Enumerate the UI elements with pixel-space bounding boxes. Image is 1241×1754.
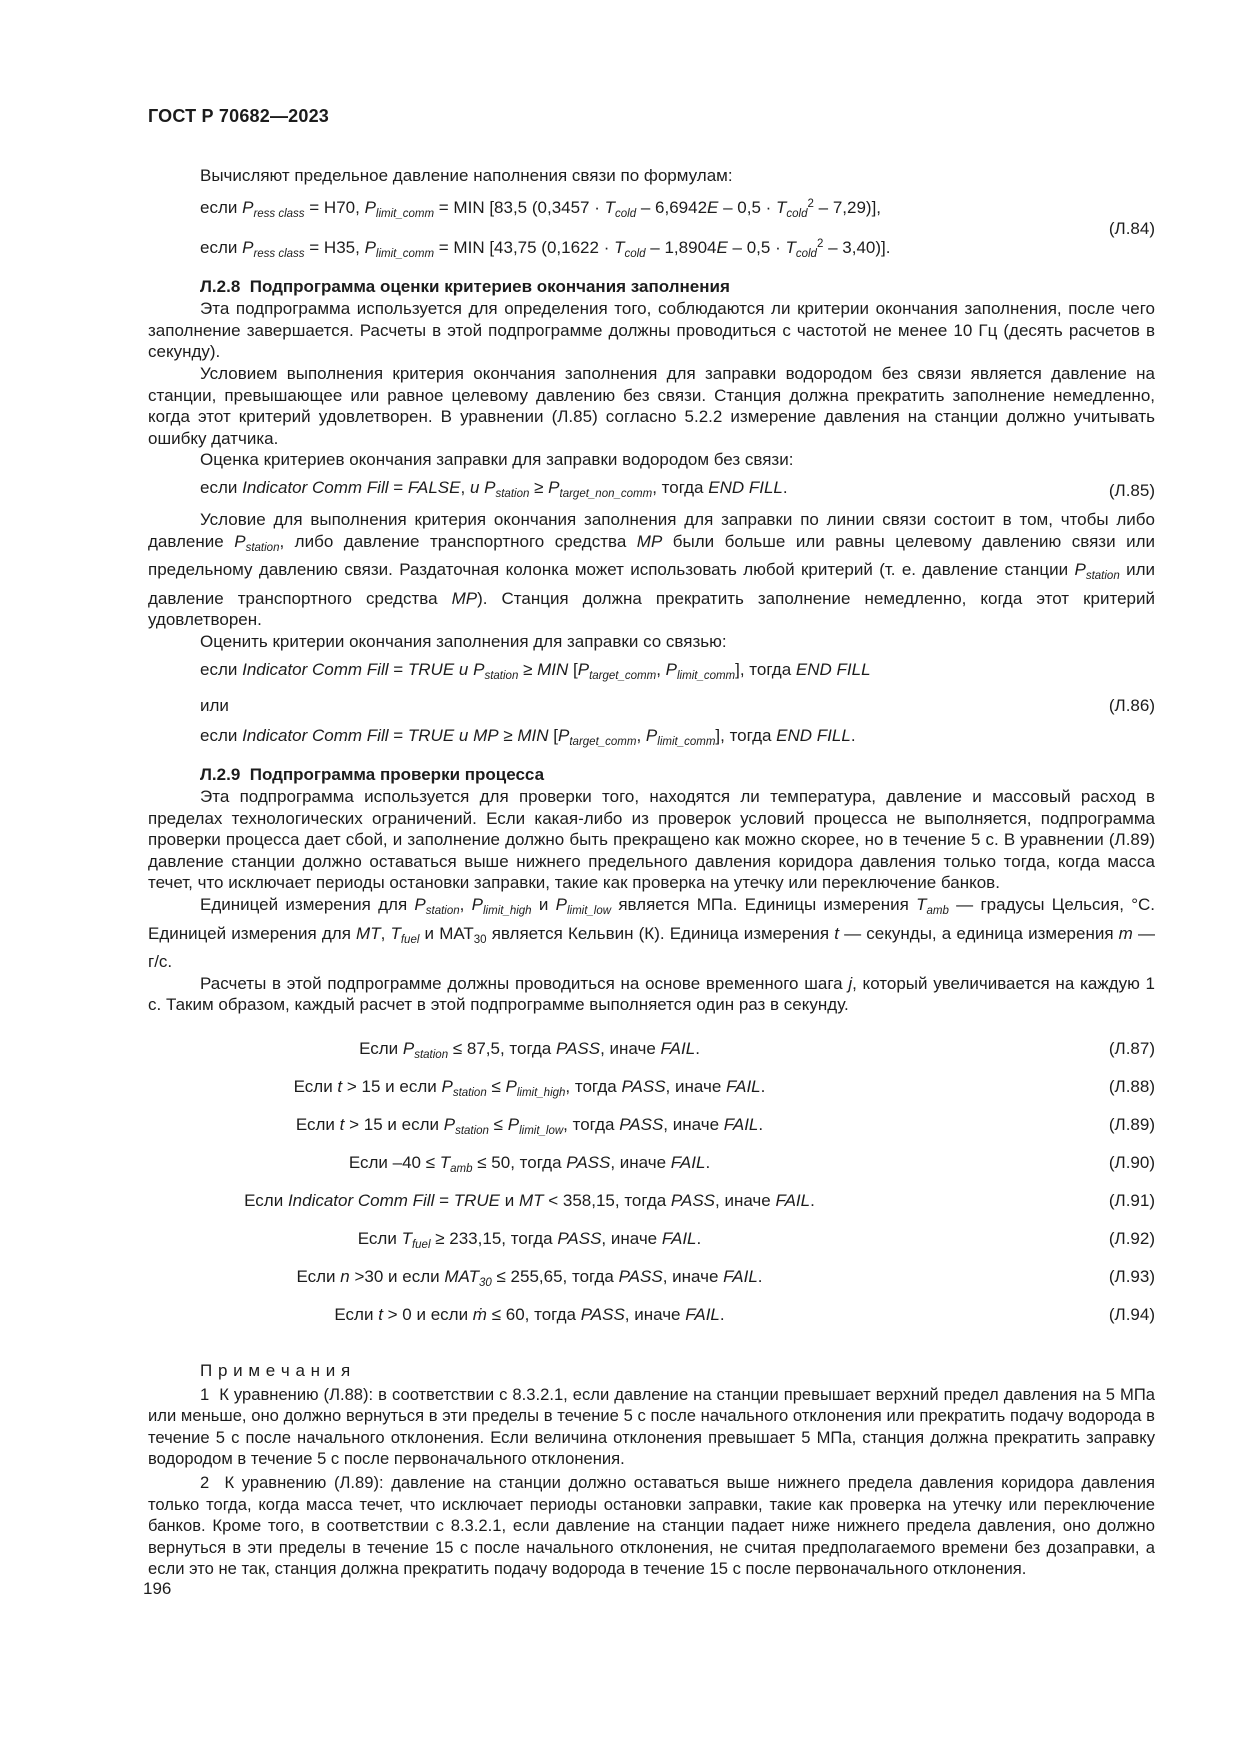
equation-number: (Л.93) xyxy=(1108,1267,1155,1287)
equation-text: Если $-40 \le T_{amb} \le 50$, тогда PASS, иначе FAIL. xyxy=(348,1153,711,1176)
equation-number: (Л.85) xyxy=(1108,481,1155,501)
equation-l86 xyxy=(148,655,1155,757)
formula-line-1: если Indicator Comm Fill = TRUE и $P_{station}$ ≥ MIN [$P_{target\_comm}$, $P_{limit\_comm}$], тогда END FILL xyxy=(200,659,871,682)
paragraph: Единицей измерения для $P_{station}$, $P_{limit\_high}$ и $P_{limit\_low}$ является МПа. Единицы измерения $T_{amb}$ — градусы Цельсия, °С. Единицей измерения для MT, $T_{fuel}$ и $МАТ_{30}$ является Кельвин (К). Единица измерения t — секунды, а единица измерения m — г/с. xyxy=(148,895,1155,972)
equation-text: Если n >30 и если $MAT_{30} \le 255,65$, тогда PASS, иначе FAIL. xyxy=(296,1267,763,1290)
equation-l85 xyxy=(148,473,1155,509)
equation-number: (Л.94) xyxy=(1108,1305,1155,1325)
formula-line-2: если $P_{ress class} = H35$, $P_{limit\_comm}$ = MIN [43,75 $(0,1622 \cdot T_{cold} - 1,8904E - 0,5 \cdot T_{cold}^2 - 3,40)$]. xyxy=(200,237,891,260)
centered-equation xyxy=(148,1296,1155,1334)
paragraph: Оценить критерии окончания заполнения для заправки со связью: xyxy=(200,631,727,651)
equation-text: Если Indicator Comm Fill = TRUE и MT < 358,15, тогда PASS, иначе FAIL. xyxy=(244,1191,815,1211)
equation-number: (Л.86) xyxy=(1108,695,1155,715)
page-number: 196 xyxy=(143,1579,172,1598)
centered-equation xyxy=(148,1258,1155,1296)
paragraph: Условием выполнения критерия окончания заполнения для заправки водородом без связи является давление на станции, превышающее или равное целевому давлению без связи. Станция должна прекратить заполнение немедленно, когда этот критерий удовлетворен. В уравнении (Л.85) согласно 5.2.2 измерение давления на станции должно учитывать ошибку датчика. xyxy=(148,363,1155,448)
equation-number: (Л.88) xyxy=(1108,1077,1155,1097)
equation-number: (Л.84) xyxy=(1108,218,1155,238)
formula-line-1: если $P_{ress class} = H70$, $P_{limit\_comm}$ = MIN [83,5 $(0,3457 \cdot T_{cold} - 6,6942E - 0,5 \cdot T_{cold}^2 - 7,29)$], xyxy=(200,197,882,220)
centered-equation xyxy=(148,1182,1155,1220)
equation-number: (Л.89) xyxy=(1108,1115,1155,1135)
equation-text: Если t > 0 и если ṁ ≤ 60, тогда PASS, иначе FAIL. xyxy=(334,1305,725,1325)
equation-text: Если $T_{fuel} \ge 233,15$, тогда PASS, иначе FAIL. xyxy=(357,1229,702,1252)
document-code: ГОСТ Р 70682—2023 xyxy=(148,106,330,126)
equation-text: Если t > 15 и если $P_{station} \le P_{limit\_low}$, тогда PASS, иначе FAIL. xyxy=(295,1115,764,1138)
formula-line: если Indicator Comm Fill = FALSE, и $P_{station} \ge P_{target\_non\_comm}$, тогда END FILL. xyxy=(200,477,788,500)
paragraph: Эта подпрограмма используется для проверки того, находятся ли температура, давление и массовый расход в пределах технологических ограничений. Если какая-либо из проверок условий процесса не выполняется, подпрограмма проверки процесса дает сбой, и заполнение должно быть прекращено как можно скорее, но в течение 5 с. В уравнении (Л.89) давление станции должно оставаться выше нижнего предельного давления коридора давления только тогда, когда масса течет, что исключает периоды остановки заправки, такие как проверка на утечку или переключение банков. xyxy=(148,787,1155,893)
centered-equation xyxy=(148,1220,1155,1258)
paragraph: Оценка критериев окончания заправки для заправки водородом без связи: xyxy=(200,450,794,470)
note-1: 1 К уравнению (Л.88): в соответствии с 8.3.2.1, если давление на станции превышает верхний предел давления на 5 МПа или меньше, оно должно вернуться в эти пределы в течение 5 с после начального отклонения или прекратить подачу водорода в течение 5 с после начального отклонения. Если величина отклонения превышает 5 МПа, станция должна прекратить заправку водородом в течение 5 с после первоначального отклонения. xyxy=(148,1384,1155,1469)
equation-number: (Л.92) xyxy=(1108,1229,1155,1249)
centered-equation xyxy=(148,1144,1155,1182)
section-heading-l2-8: Л.2.8 Подпрограмма оценки критериев окончания заполнения xyxy=(200,276,730,296)
equation-l84 xyxy=(148,189,1155,269)
paragraph: Расчеты в этой подпрограмме должны проводиться на основе временного шага j, который увеличивается на каждую 1 с. Таким образом, каждый расчет в этой подпрограмме выполняется один раз в секунду. xyxy=(148,973,1155,1015)
note-2: 2 К уравнению (Л.89): давление на станции должно оставаться выше нижнего предела давления коридора давления только тогда, когда масса течет, что исключает периоды остановки заправки, такие как проверка на утечку или переключение банков. Кроме того, в соответствии с 8.3.2.1, если давление на станции падает ниже нижнего предела давления, оно должно вернуться в эти пределы в течение 15 с после начального отклонения, не считая предполагаемого времени без дозаправки, а если это не так, станция должна прекратить подачу водорода в течение 15 с после первоначального отклонения. xyxy=(148,1473,1155,1579)
notes-label: П р и м е ч а н и я xyxy=(200,1361,351,1381)
formula-line-3: если Indicator Comm Fill = TRUE и МР ≥ MIN [$P_{target\_comm}$, $P_{limit\_comm}$], тогда END FILL. xyxy=(200,725,856,748)
equation-text: Если $P_{station} \le 87,5$, тогда PASS, иначе FAIL. xyxy=(359,1039,700,1062)
document-body xyxy=(148,165,1155,1580)
centered-equation xyxy=(148,1068,1155,1106)
equation-number: (Л.90) xyxy=(1108,1153,1155,1173)
centered-equation xyxy=(148,1030,1155,1068)
section-heading-l2-9: Л.2.9 Подпрограмма проверки процесса xyxy=(200,764,545,784)
formula-line-2: или xyxy=(200,695,229,715)
equation-list xyxy=(148,1030,1155,1334)
equation-number: (Л.87) xyxy=(1108,1039,1155,1059)
paragraph: Условие для выполнения критерия окончания заполнения для заправки по линии связи состоит в том, чтобы либо давление $P_{station}$, либо давление транспортного средства МР были больше или равны целевому давлению связи или предельному давлению связи. Раздаточная колонка может использовать любой критерий (т. е. давление станции $P_{station}$ или давление транспортного средства МР). Станция должна прекратить заполнение немедленно, когда этот критерий удовлетворен. xyxy=(148,509,1156,630)
centered-equation xyxy=(148,1106,1155,1144)
intro-paragraph: Вычисляют предельное давление наполнения связи по формулам: xyxy=(200,166,733,185)
equation-text: Если t > 15 и если $P_{station} \le P_{limit\_high}$, тогда PASS, иначе FAIL. xyxy=(293,1077,766,1100)
equation-number: (Л.91) xyxy=(1108,1191,1155,1211)
paragraph: Эта подпрограмма используется для определения того, соблюдаются ли критерии окончания заполнения, после чего заполнение завершается. Расчеты в этой подпрограмме должны проводиться с частотой не менее 10 Гц (десять расчетов в секунду). xyxy=(148,299,1155,362)
